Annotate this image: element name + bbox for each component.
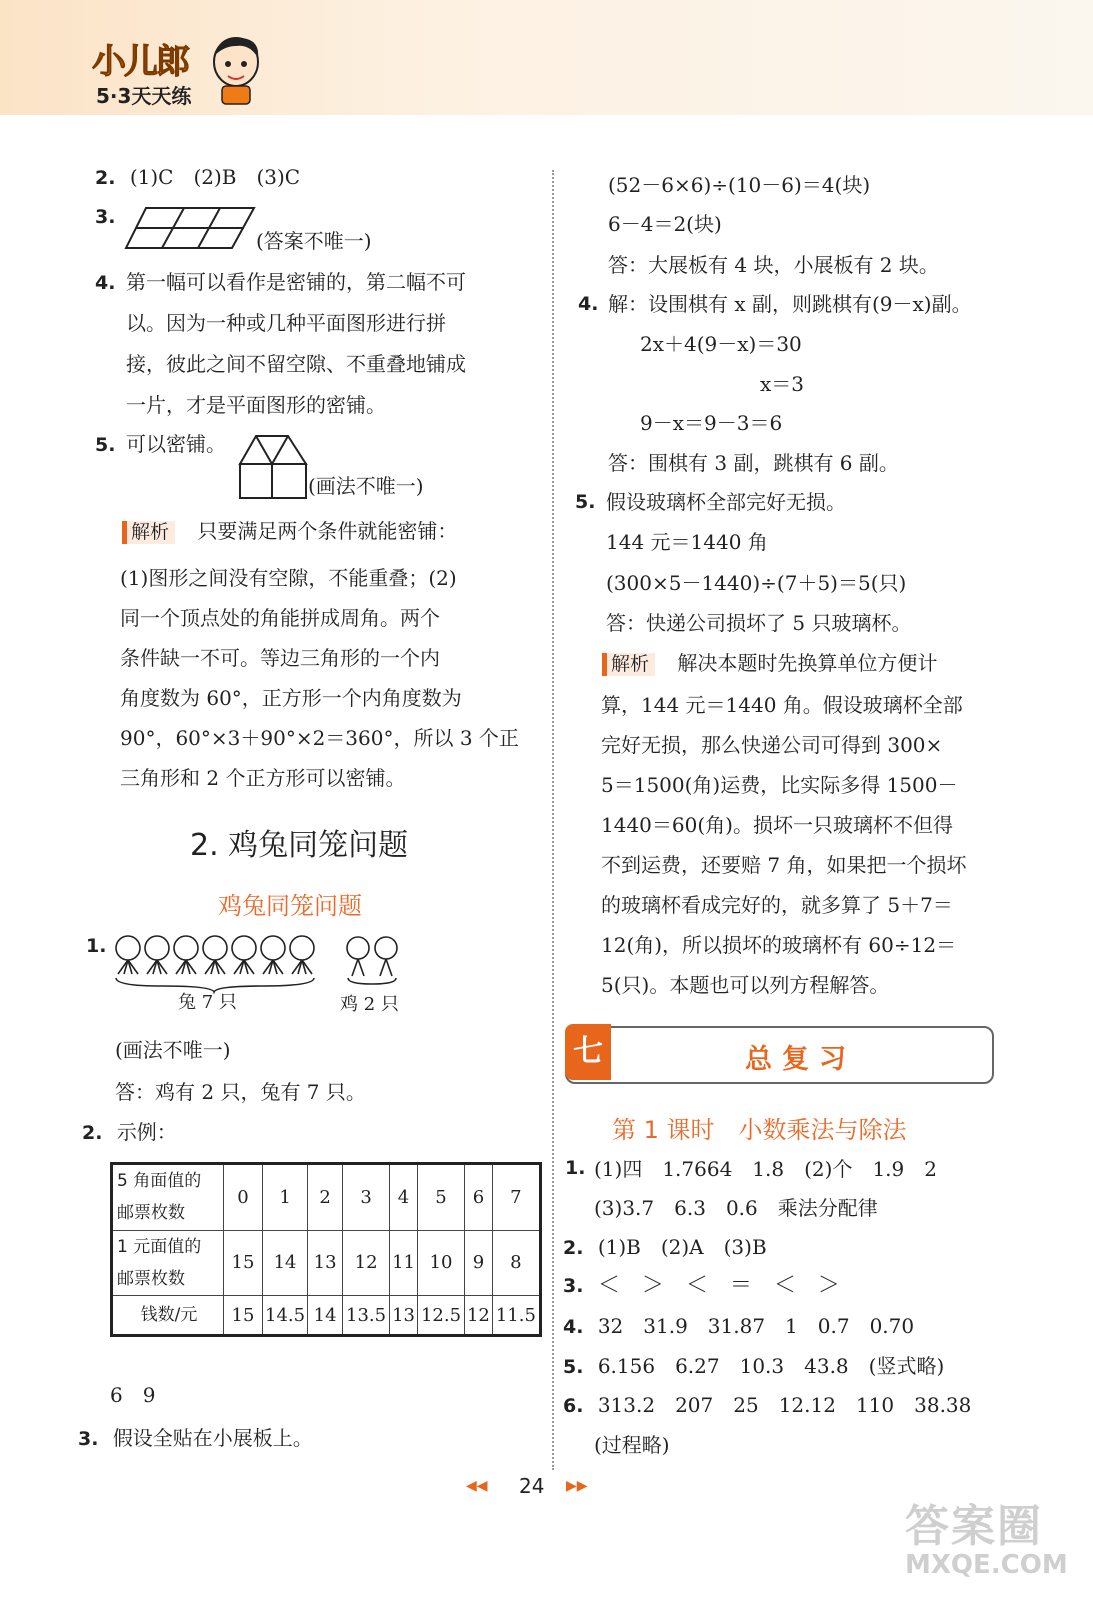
analysis-text: 只要满足两个条件就能密铺：: [197, 519, 458, 543]
next-page-arrows-icon: ▶▶: [566, 1478, 588, 1494]
watermark-text: 答案圈: [905, 1501, 1043, 1552]
table-cell: 13.5: [343, 1296, 390, 1336]
table-cell: 13: [390, 1296, 418, 1336]
right-s5-line: 144 元＝1440 角: [606, 530, 768, 554]
column-divider: [552, 170, 554, 1470]
table-cell: 7: [492, 1164, 540, 1231]
analysis-text: 的玻璃杯看成完好的，就多算了 5＋7＝: [601, 893, 953, 917]
left-s2-number: 2.: [82, 1122, 103, 1144]
table-cell: 11.5: [492, 1296, 540, 1336]
left-q4-line: 第一幅可以看作是密铺的，第二幅不可: [126, 270, 466, 294]
table-cell: 2: [308, 1164, 343, 1231]
right-s5-number: 5.: [575, 491, 596, 513]
right-s5-line: (300×5－1440)÷(7＋5)＝5(只): [606, 571, 907, 595]
table-cell: 12.5: [417, 1296, 464, 1336]
left-q2-number: 2.: [95, 167, 116, 189]
right-s4-line: 2x＋4(9－x)＝30: [640, 332, 802, 356]
jiexi-first-line: [122, 519, 457, 544]
table-cell: 0: [224, 1164, 263, 1231]
table-cell: 6: [464, 1164, 492, 1231]
stamp-combination-table: [110, 1162, 542, 1337]
right-r2-number: 2.: [563, 1237, 584, 1259]
left-q4-line: 以。因为一种或几种平面图形进行拼: [126, 311, 446, 335]
chapter-number-badge: 七: [565, 1024, 611, 1080]
left-q2: [95, 165, 300, 190]
chicken-count-label: 鸡 2 只: [340, 994, 399, 1015]
table-cell: 4: [390, 1164, 418, 1231]
left-s2: [82, 1120, 177, 1145]
rabbit-count-label: 兔 7 只: [178, 992, 237, 1013]
table-cell: 12: [464, 1296, 492, 1336]
table-cell: 15: [224, 1296, 263, 1336]
table-cell: 9: [464, 1230, 492, 1296]
left-q4-line: 一片，才是平面图形的密铺。: [126, 393, 386, 417]
right-r3-number: 3.: [563, 1275, 584, 1297]
analysis-text: 算，144 元＝1440 角。假设玻璃杯全部: [601, 693, 963, 717]
table-cell: 10: [417, 1230, 464, 1296]
row-header-1yuan: [112, 1230, 224, 1296]
right-s5-line: 答：快递公司损坏了 5 只玻璃杯。: [606, 611, 912, 635]
analysis-text: 三角形和 2 个正方形可以密铺。: [120, 766, 406, 790]
mascot-icon: [206, 32, 266, 106]
row-header-money: 钱数/元: [112, 1296, 224, 1336]
analysis-text: 完好无损，那么快递公司可得到 300×: [601, 733, 943, 757]
table-row: [112, 1296, 541, 1336]
table-cell: 11: [390, 1230, 418, 1296]
analysis-tag: 解析: [602, 653, 655, 676]
right-s4-line: x＝3: [760, 372, 805, 396]
logo-subtitle: 5·3天天练: [96, 84, 192, 108]
right-r5-text: 6.156 6.27 10.3 43.8 (竖式略): [597, 1354, 945, 1378]
house-tiling-figure: [238, 434, 308, 500]
right-s4-line: 9－x＝9－3＝6: [640, 411, 783, 435]
left-s1-answer: 答：鸡有 2 只，兔有 7 只。: [115, 1080, 366, 1104]
right-calc-line: 答：大展板有 4 块，小展板有 2 块。: [608, 253, 939, 277]
section-subtitle: 鸡兔同笼问题: [218, 892, 362, 920]
row-header-line: 邮票枚数: [117, 1203, 185, 1224]
jiexi-first-line: [602, 651, 937, 676]
right-r1-line: (3)3.7 6.3 0.6 乘法分配律: [594, 1196, 878, 1220]
table-cell: 15: [224, 1230, 263, 1296]
right-r3: [563, 1273, 840, 1299]
right-r4-text: 32 31.9 31.87 1 0.7 0.70: [597, 1314, 915, 1338]
table-cell: 14: [308, 1296, 343, 1336]
watermark: [905, 1490, 1075, 1590]
analysis-text: 不到运费，还要赔 7 角，如果把一个损坏: [601, 853, 967, 877]
section-title: 2. 鸡兔同笼问题: [190, 828, 409, 863]
left-s3-number: 3.: [78, 1428, 99, 1450]
analysis-text: 1440＝60(角)。损坏一只玻璃杯不但得: [601, 813, 953, 837]
row-header-line: 1 元面值的: [117, 1236, 202, 1257]
right-r6-number: 6.: [563, 1395, 584, 1417]
analysis-text: 5＝1500(角)运费，比实际多得 1500－: [601, 773, 958, 797]
left-q4-line: 接，彼此之间不留空隙、不重叠地铺成: [126, 352, 466, 376]
row-header-line: 邮票枚数: [117, 1268, 185, 1289]
analysis-text: 角度数为 60°，正方形一个内角度数为: [120, 686, 462, 710]
prev-page-arrows-icon: ◀◀: [466, 1478, 488, 1494]
right-r6-text: 313.2 207 25 12.12 110 38.38: [597, 1393, 972, 1417]
analysis-text: 12(角)，所以损坏的玻璃杯有 60÷12＝: [601, 933, 957, 957]
table-cell: 8: [492, 1230, 540, 1296]
analysis-text: 解决本题时先换算单位方便计: [677, 651, 938, 675]
table-cell: 12: [343, 1230, 390, 1296]
analysis-text: 5(只)。本题也可以列方程解答。: [601, 973, 890, 997]
analysis-tag: 解析: [122, 521, 175, 544]
right-calc-line: (52－6×6)÷(10－6)＝4(块): [608, 173, 871, 197]
right-s4-number: 4.: [578, 293, 599, 315]
right-s5-line: 假设玻璃杯全部完好无损。: [606, 490, 846, 514]
left-q2-text: (1)C (2)B (3)C: [129, 165, 301, 189]
brand-logo: [88, 28, 268, 108]
right-r5: [563, 1354, 944, 1379]
table-cell: 3: [343, 1164, 390, 1231]
right-r6: [563, 1393, 971, 1418]
chapter-title: 总复习: [745, 1044, 856, 1075]
watermark-url: MXQE.COM: [905, 1550, 1068, 1580]
analysis-text: 90°，60°×3＋90°×2＝360°，所以 3 个正: [120, 726, 519, 750]
right-r5-number: 5.: [563, 1356, 584, 1378]
analysis-text: (1)图形之间没有空隙，不能重叠；(2): [120, 566, 457, 590]
parallelogram-tiling-figure: [124, 206, 256, 250]
row-header-line: 5 角面值的: [117, 1171, 202, 1191]
row-header-5jiao: [112, 1164, 224, 1231]
left-s2-after: 6 9: [110, 1383, 156, 1407]
table-cell: 14: [263, 1230, 308, 1296]
left-s1-note: (画法不唯一): [115, 1038, 231, 1062]
left-q5-number: 5.: [95, 434, 116, 456]
left-s3-text: 假设全贴在小展板上。: [112, 1426, 313, 1450]
right-r1-line: (1)四 1.7664 1.8 (2)个 1.9 2: [594, 1157, 937, 1181]
right-r1-number: 1.: [565, 1157, 586, 1179]
table-row: [112, 1164, 541, 1231]
right-r2-text: (1)B (2)A (3)B: [597, 1235, 767, 1259]
right-s4-line: 解：设围棋有 x 副，则跳棋有(9－x)副。: [608, 292, 972, 316]
left-q3-number: 3.: [95, 206, 116, 228]
table-cell: 5: [417, 1164, 464, 1231]
right-r4-number: 4.: [563, 1316, 584, 1338]
right-r3-text: ＜ ＞ ＜ ＝ ＜ ＞: [597, 1273, 840, 1298]
table-row: [112, 1230, 541, 1296]
right-calc-line: 6－4＝2(块): [608, 212, 722, 236]
analysis-text: 同一个顶点处的角能拼成周角。两个: [120, 606, 440, 630]
logo-title: 小儿郎: [92, 42, 188, 82]
left-q5-text: 可以密铺。: [126, 432, 226, 456]
right-r6-note: (过程略): [594, 1433, 670, 1457]
table-cell: 14.5: [263, 1296, 308, 1336]
left-q5-note: (画法不唯一): [308, 474, 424, 498]
left-s1-number: 1.: [86, 935, 107, 957]
table-cell: 13: [308, 1230, 343, 1296]
right-r4: [563, 1314, 914, 1339]
right-r2: [563, 1235, 767, 1260]
right-s4-line: 答：围棋有 3 副，跳棋有 6 副。: [608, 451, 899, 475]
analysis-text: 条件缺一不可。等边三角形的一个内: [120, 646, 440, 670]
left-q3-note: (答案不唯一): [256, 229, 372, 253]
table-cell: 1: [263, 1164, 308, 1231]
left-q4-number: 4.: [95, 272, 116, 294]
page-number: 24: [519, 1474, 545, 1498]
left-s3: [78, 1426, 313, 1451]
left-s2-text: 示例：: [116, 1120, 177, 1144]
lesson-title: 第 1 课时 小数乘法与除法: [612, 1116, 907, 1144]
